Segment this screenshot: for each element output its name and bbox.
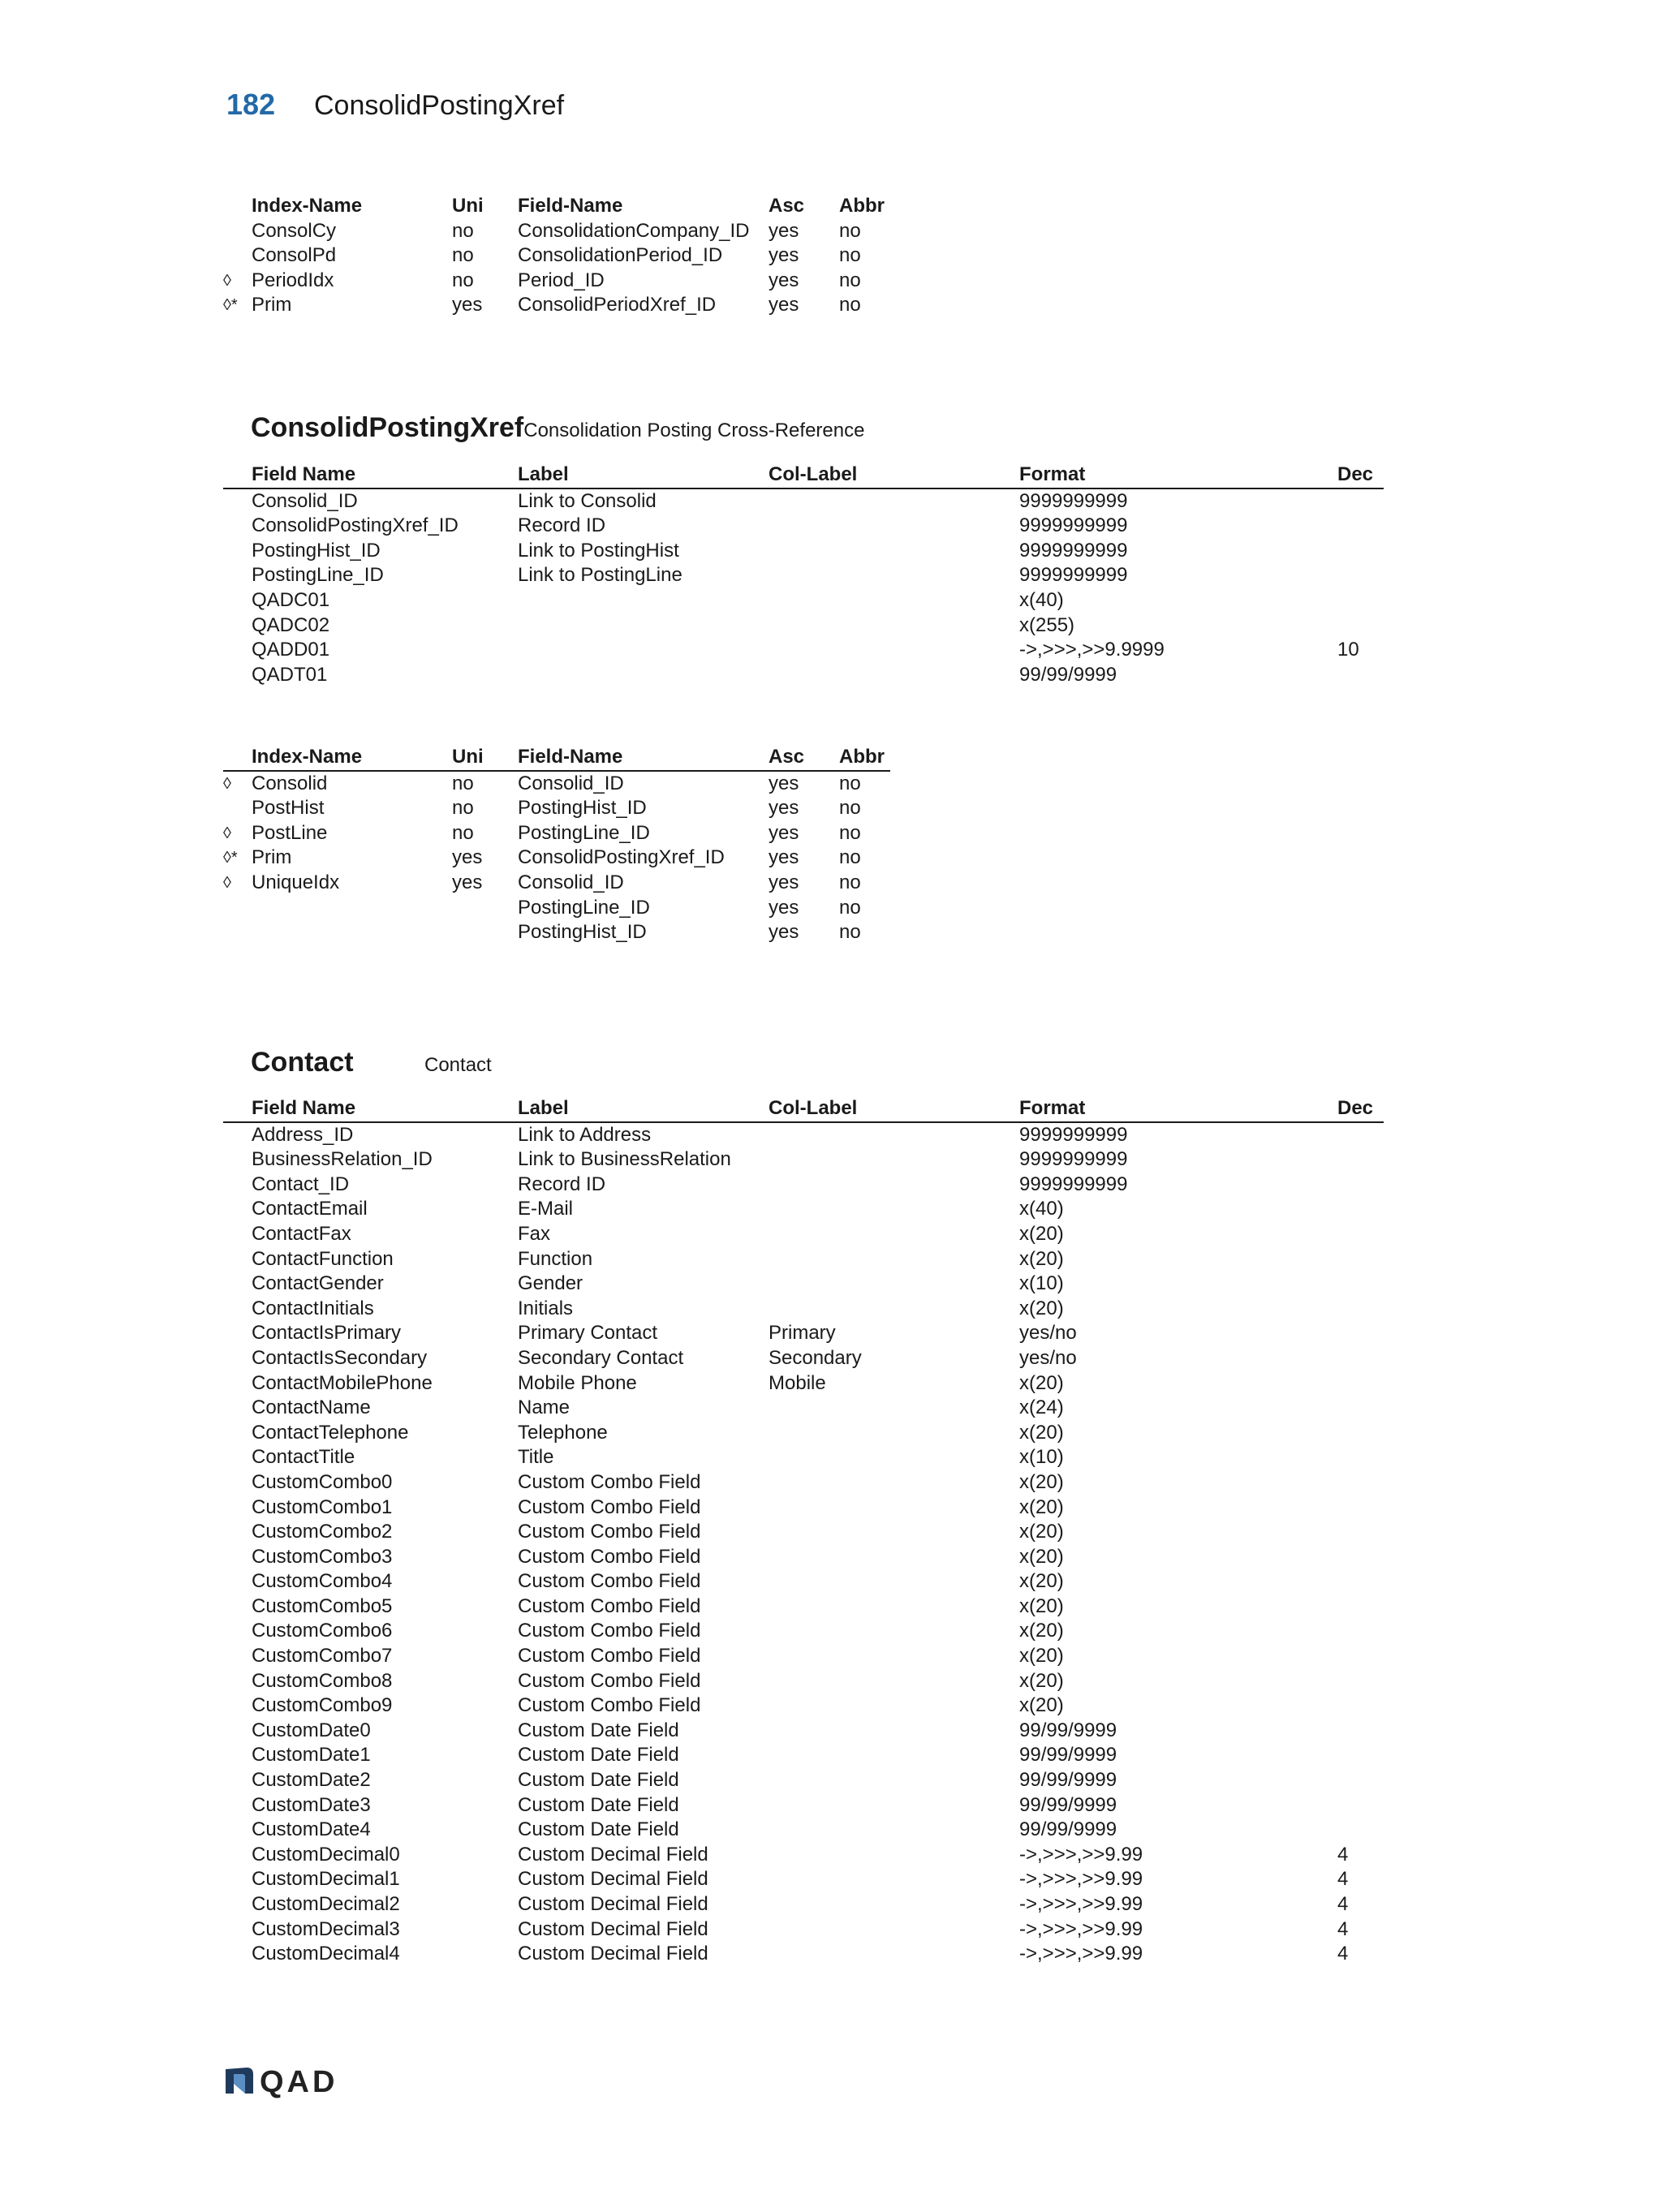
field-label: Record ID <box>518 514 606 537</box>
field-format: x(20) <box>1019 1297 1064 1319</box>
index-name: ConsolCy <box>252 219 337 242</box>
field-format: 9999999999 <box>1019 1123 1128 1146</box>
field-name: CustomDate2 <box>252 1769 371 1792</box>
index-table-consolidperiodxref <box>223 194 1384 318</box>
column-label: Secondary <box>769 1346 862 1369</box>
field-name: CustomDate1 <box>252 1744 371 1767</box>
field-name: Address_ID <box>252 1123 354 1146</box>
table-row <box>223 1371 1384 1396</box>
field-name: CustomDecimal3 <box>252 1917 400 1940</box>
field-label: Name <box>518 1396 571 1419</box>
ascending-flag: yes <box>769 821 799 844</box>
field-format: 99/99/9999 <box>1019 1719 1117 1741</box>
decimals: 4 <box>1337 1843 1349 1866</box>
table-row <box>223 1619 1384 1644</box>
ascending-flag: yes <box>769 294 799 316</box>
abbreviated-flag: no <box>839 896 861 919</box>
field-label: Telephone <box>518 1421 608 1444</box>
field-name: Consolid_ID <box>518 871 624 893</box>
abbreviated-flag: no <box>839 821 861 844</box>
field-label: E-Mail <box>518 1198 574 1220</box>
field-label: Record ID <box>518 1173 606 1195</box>
index-name: Consolid <box>252 772 328 794</box>
header-col-label: Col-Label <box>769 463 858 485</box>
field-name: CustomDate4 <box>252 1818 371 1841</box>
field-format: x(20) <box>1019 1247 1064 1270</box>
table-row <box>223 269 1384 294</box>
field-format: ->,>>>,>>9.99 <box>1019 1943 1143 1965</box>
field-name: ContactIsPrimary <box>252 1322 402 1345</box>
table-row <box>223 1569 1384 1594</box>
table-row <box>223 1123 1384 1148</box>
table-row <box>223 1520 1384 1545</box>
ascending-flag: yes <box>769 219 799 242</box>
field-label: Custom Decimal Field <box>518 1843 708 1866</box>
page-header <box>226 88 564 127</box>
table-row <box>223 1719 1384 1744</box>
field-name: ContactGender <box>252 1272 384 1295</box>
field-name: ConsolidationPeriod_ID <box>518 244 723 267</box>
table-row <box>223 1892 1384 1917</box>
table-row <box>223 1843 1384 1868</box>
field-format: ->,>>>,>>9.99 <box>1019 1868 1143 1891</box>
field-label: Custom Decimal Field <box>518 1917 708 1940</box>
field-name: Period_ID <box>518 269 605 291</box>
header-uni: Uni <box>452 195 484 217</box>
field-name: ContactFax <box>252 1222 351 1245</box>
field-format: ->,>>>,>>9.99 <box>1019 1893 1143 1915</box>
field-name: QADC02 <box>252 613 330 636</box>
field-name: QADD01 <box>252 639 330 661</box>
table-name: ConsolidPostingXref <box>251 412 524 443</box>
index-marker: ◊* <box>223 296 238 315</box>
field-format: yes/no <box>1019 1346 1077 1369</box>
abbreviated-flag: no <box>839 871 861 893</box>
index-marker: ◊ <box>223 774 231 793</box>
field-format: x(24) <box>1019 1396 1064 1419</box>
field-format: ->,>>>,>>9.99 <box>1019 1917 1143 1940</box>
index-name: PostLine <box>252 821 328 844</box>
field-table-header <box>223 1096 1384 1123</box>
decimals: 4 <box>1337 1943 1349 1965</box>
index-table-header <box>223 745 890 772</box>
field-format: x(20) <box>1019 1620 1064 1642</box>
field-name: ContactInitials <box>252 1297 374 1319</box>
table-description: Consolidation Posting Cross-Reference <box>523 420 865 441</box>
field-name: CustomCombo4 <box>252 1570 393 1593</box>
abbreviated-flag: no <box>839 294 861 316</box>
field-name: ContactFunction <box>252 1247 394 1270</box>
field-name: PostingLine_ID <box>518 896 650 919</box>
field-label: Link to Address <box>518 1123 652 1146</box>
index-marker: ◊ <box>223 271 231 290</box>
header-asc: Asc <box>769 746 805 768</box>
table-row <box>223 588 1384 613</box>
field-name: PostingLine_ID <box>518 821 650 844</box>
unique-flag: no <box>452 244 474 267</box>
index-name: Prim <box>252 846 292 869</box>
field-name: PostingHist_ID <box>518 921 647 944</box>
unique-flag: no <box>452 797 474 820</box>
decimals: 4 <box>1337 1917 1349 1940</box>
table-row <box>223 563 1384 588</box>
field-label: Link to BusinessRelation <box>518 1148 731 1171</box>
table-row <box>223 1421 1384 1446</box>
field-name: Consolid_ID <box>518 772 624 794</box>
header-label: Label <box>518 1097 569 1119</box>
field-label: Primary Contact <box>518 1322 658 1345</box>
unique-flag: no <box>452 821 474 844</box>
field-label: Mobile Phone <box>518 1371 637 1394</box>
field-label: Secondary Contact <box>518 1346 684 1369</box>
header-col-label: Col-Label <box>769 1097 858 1119</box>
field-name: ConsolidPostingXref_ID <box>518 846 725 869</box>
field-name: Contact_ID <box>252 1173 350 1195</box>
field-label: Initials <box>518 1297 574 1319</box>
table-row <box>223 796 890 821</box>
abbreviated-flag: no <box>839 244 861 267</box>
field-label: Custom Date Field <box>518 1818 679 1841</box>
field-format: x(20) <box>1019 1545 1064 1568</box>
field-name: ConsolidationCompany_ID <box>518 219 750 242</box>
field-name: CustomCombo5 <box>252 1594 393 1617</box>
table-row <box>223 1197 1384 1222</box>
abbreviated-flag: no <box>839 797 861 820</box>
field-name: CustomCombo1 <box>252 1495 393 1518</box>
table-row <box>223 821 890 846</box>
field-label: Custom Combo Field <box>518 1669 701 1692</box>
section-title-consolidpostingxref <box>251 412 864 444</box>
field-label: Title <box>518 1446 554 1469</box>
field-format: x(40) <box>1019 1198 1064 1220</box>
field-name: CustomDecimal2 <box>252 1893 400 1915</box>
section-title-contact <box>251 1047 492 1078</box>
table-row <box>223 772 890 797</box>
field-name: CustomCombo0 <box>252 1470 393 1493</box>
field-name: PostingHist_ID <box>252 539 381 562</box>
table-row <box>223 1917 1384 1943</box>
table-name: Contact <box>251 1047 354 1078</box>
header-index-name: Index-Name <box>252 746 363 768</box>
ascending-flag: yes <box>769 772 799 794</box>
field-format: 9999999999 <box>1019 514 1128 537</box>
field-label: Custom Combo Field <box>518 1545 701 1568</box>
field-label: Link to PostingHist <box>518 539 679 562</box>
table-row <box>223 663 1384 688</box>
logo-text: QAD <box>260 2065 338 2099</box>
column-label: Mobile <box>769 1371 826 1394</box>
table-row <box>223 489 1384 514</box>
field-name: PostingLine_ID <box>252 564 384 587</box>
field-format: x(20) <box>1019 1669 1064 1692</box>
abbreviated-flag: no <box>839 772 861 794</box>
field-label: Custom Combo Field <box>518 1694 701 1717</box>
field-name: PostingHist_ID <box>518 797 647 820</box>
field-format: 99/99/9999 <box>1019 1744 1117 1767</box>
field-label: Link to Consolid <box>518 489 657 512</box>
field-format: 9999999999 <box>1019 1173 1128 1195</box>
field-format: x(20) <box>1019 1694 1064 1717</box>
field-format: x(20) <box>1019 1470 1064 1493</box>
header-abbr: Abbr <box>839 746 885 768</box>
field-format: 9999999999 <box>1019 1148 1128 1171</box>
table-row <box>223 1768 1384 1793</box>
field-name: CustomDecimal1 <box>252 1868 400 1891</box>
ascending-flag: yes <box>769 846 799 869</box>
field-label: Fax <box>518 1222 551 1245</box>
table-row <box>223 871 890 896</box>
field-name: ContactTitle <box>252 1446 355 1469</box>
field-label: Custom Date Field <box>518 1744 679 1767</box>
unique-flag: no <box>452 772 474 794</box>
table-row <box>223 638 1384 663</box>
field-name: CustomCombo9 <box>252 1694 393 1717</box>
field-format: x(10) <box>1019 1272 1064 1295</box>
field-format: x(20) <box>1019 1222 1064 1245</box>
field-name: ContactEmail <box>252 1198 368 1220</box>
table-row <box>223 920 890 945</box>
unique-flag: no <box>452 219 474 242</box>
header-field-name: Field-Name <box>518 195 623 217</box>
field-label: Gender <box>518 1272 583 1295</box>
field-name: CustomCombo8 <box>252 1669 393 1692</box>
ascending-flag: yes <box>769 871 799 893</box>
field-table-header <box>223 463 1384 489</box>
decimals: 10 <box>1337 639 1359 661</box>
table-row <box>223 613 1384 639</box>
index-rows <box>223 219 1384 318</box>
header-index-name: Index-Name <box>252 195 363 217</box>
index-name: UniqueIdx <box>252 871 340 893</box>
field-name: ContactName <box>252 1396 371 1419</box>
field-format: 99/99/9999 <box>1019 1818 1117 1841</box>
table-row <box>223 1545 1384 1570</box>
table-row <box>223 243 1384 269</box>
field-format: x(20) <box>1019 1421 1064 1444</box>
index-name: PostHist <box>252 797 325 820</box>
field-format: 99/99/9999 <box>1019 663 1117 686</box>
index-name: ConsolPd <box>252 244 337 267</box>
decimals: 4 <box>1337 1893 1349 1915</box>
table-description: Contact <box>424 1054 492 1076</box>
table-row <box>223 1346 1384 1371</box>
table-row <box>223 1147 1384 1173</box>
field-label: Custom Combo Field <box>518 1470 701 1493</box>
index-table-consolidpostingxref <box>223 745 890 945</box>
table-row <box>223 1297 1384 1322</box>
field-label: Custom Combo Field <box>518 1645 701 1668</box>
field-table-contact <box>223 1096 1384 1967</box>
field-name: ContactMobilePhone <box>252 1371 433 1394</box>
table-row <box>223 514 1384 539</box>
field-rows <box>223 489 1384 688</box>
table-row <box>223 1445 1384 1470</box>
field-name: Consolid_ID <box>252 489 358 512</box>
ascending-flag: yes <box>769 244 799 267</box>
field-label: Custom Decimal Field <box>518 1943 708 1965</box>
field-name: QADT01 <box>252 663 328 686</box>
field-name: CustomDate0 <box>252 1719 371 1741</box>
field-label: Function <box>518 1247 593 1270</box>
table-row <box>223 896 890 921</box>
table-row <box>223 1247 1384 1272</box>
index-rows <box>223 772 890 945</box>
header-label: Label <box>518 463 569 485</box>
unique-flag: no <box>452 269 474 291</box>
field-name: CustomDecimal0 <box>252 1843 400 1866</box>
header-format: Format <box>1019 1097 1086 1119</box>
ascending-flag: yes <box>769 269 799 291</box>
table-row <box>223 1743 1384 1768</box>
field-label: Custom Decimal Field <box>518 1868 708 1891</box>
field-format: x(20) <box>1019 1521 1064 1543</box>
header-abbr: Abbr <box>839 195 885 217</box>
field-table-consolidpostingxref <box>223 463 1384 687</box>
field-name: CustomCombo7 <box>252 1645 393 1668</box>
table-row <box>223 1818 1384 1843</box>
field-name: CustomDecimal4 <box>252 1943 400 1965</box>
header-field-name: Field Name <box>252 463 356 485</box>
table-row <box>223 539 1384 564</box>
field-name: ContactIsSecondary <box>252 1346 428 1369</box>
field-format: 9999999999 <box>1019 564 1128 587</box>
unique-flag: yes <box>452 846 483 869</box>
field-name: ConsolidPostingXref_ID <box>252 514 459 537</box>
field-name: CustomCombo2 <box>252 1521 393 1543</box>
field-format: ->,>>>,>>9.9999 <box>1019 639 1165 661</box>
field-label: Custom Date Field <box>518 1793 679 1816</box>
ascending-flag: yes <box>769 797 799 820</box>
table-row <box>223 1470 1384 1495</box>
field-format: ->,>>>,>>9.99 <box>1019 1843 1143 1866</box>
field-format: yes/no <box>1019 1322 1077 1345</box>
table-row <box>223 1321 1384 1346</box>
field-format: x(20) <box>1019 1371 1064 1394</box>
field-name: ConsolidPeriodXref_ID <box>518 294 717 316</box>
ascending-flag: yes <box>769 896 799 919</box>
index-marker: ◊ <box>223 873 231 892</box>
index-name: PeriodIdx <box>252 269 334 291</box>
field-label: Custom Decimal Field <box>518 1893 708 1915</box>
table-row <box>223 1644 1384 1669</box>
table-row <box>223 1793 1384 1818</box>
table-row <box>223 1594 1384 1620</box>
table-row <box>223 1693 1384 1719</box>
abbreviated-flag: no <box>839 269 861 291</box>
field-format: x(20) <box>1019 1645 1064 1668</box>
field-label: Custom Combo Field <box>518 1521 701 1543</box>
header-field-name: Field-Name <box>518 746 623 768</box>
field-format: x(20) <box>1019 1594 1064 1617</box>
field-name: CustomCombo6 <box>252 1620 393 1642</box>
field-label: Custom Combo Field <box>518 1594 701 1617</box>
table-row <box>223 1669 1384 1694</box>
abbreviated-flag: no <box>839 921 861 944</box>
header-uni: Uni <box>452 746 484 768</box>
abbreviated-flag: no <box>839 219 861 242</box>
field-label: Custom Date Field <box>518 1719 679 1741</box>
field-label: Custom Combo Field <box>518 1495 701 1518</box>
table-row <box>223 1173 1384 1198</box>
table-row <box>223 1867 1384 1892</box>
header-asc: Asc <box>769 195 805 217</box>
ascending-flag: yes <box>769 921 799 944</box>
table-row <box>223 219 1384 244</box>
table-row <box>223 846 890 871</box>
field-name: ContactTelephone <box>252 1421 409 1444</box>
field-format: 99/99/9999 <box>1019 1769 1117 1792</box>
field-name: QADC01 <box>252 588 330 611</box>
field-format: x(255) <box>1019 613 1075 636</box>
field-format: 9999999999 <box>1019 489 1128 512</box>
header-dec: Dec <box>1337 463 1374 485</box>
field-format: 9999999999 <box>1019 539 1128 562</box>
field-format: 99/99/9999 <box>1019 1793 1117 1816</box>
table-row <box>223 293 1384 318</box>
table-row <box>223 1396 1384 1421</box>
table-row <box>223 1495 1384 1521</box>
field-label: Custom Combo Field <box>518 1620 701 1642</box>
index-marker: ◊ <box>223 824 231 842</box>
field-label: Custom Combo Field <box>518 1570 701 1593</box>
field-name: CustomDate3 <box>252 1793 371 1816</box>
qad-logo-icon <box>224 2066 255 2099</box>
field-format: x(40) <box>1019 588 1064 611</box>
field-format: x(10) <box>1019 1446 1064 1469</box>
header-dec: Dec <box>1337 1097 1374 1119</box>
field-rows <box>223 1123 1384 1967</box>
footer-logo <box>224 2065 338 2100</box>
table-row <box>223 1272 1384 1297</box>
column-label: Primary <box>769 1322 836 1345</box>
field-label: Custom Date Field <box>518 1769 679 1792</box>
field-label: Link to PostingLine <box>518 564 682 587</box>
page-title: ConsolidPostingXref <box>314 90 565 121</box>
field-format: x(20) <box>1019 1495 1064 1518</box>
table-row <box>223 1222 1384 1247</box>
table-row <box>223 1942 1384 1967</box>
index-table-header <box>223 194 1384 219</box>
unique-flag: yes <box>452 294 483 316</box>
abbreviated-flag: no <box>839 846 861 869</box>
field-format: x(20) <box>1019 1570 1064 1593</box>
field-name: CustomCombo3 <box>252 1545 393 1568</box>
header-format: Format <box>1019 463 1086 485</box>
decimals: 4 <box>1337 1868 1349 1891</box>
field-name: BusinessRelation_ID <box>252 1148 433 1171</box>
index-name: Prim <box>252 294 292 316</box>
unique-flag: yes <box>452 871 483 893</box>
index-marker: ◊* <box>223 849 238 867</box>
header-field-name: Field Name <box>252 1097 356 1119</box>
page-number: 182 <box>226 88 276 121</box>
